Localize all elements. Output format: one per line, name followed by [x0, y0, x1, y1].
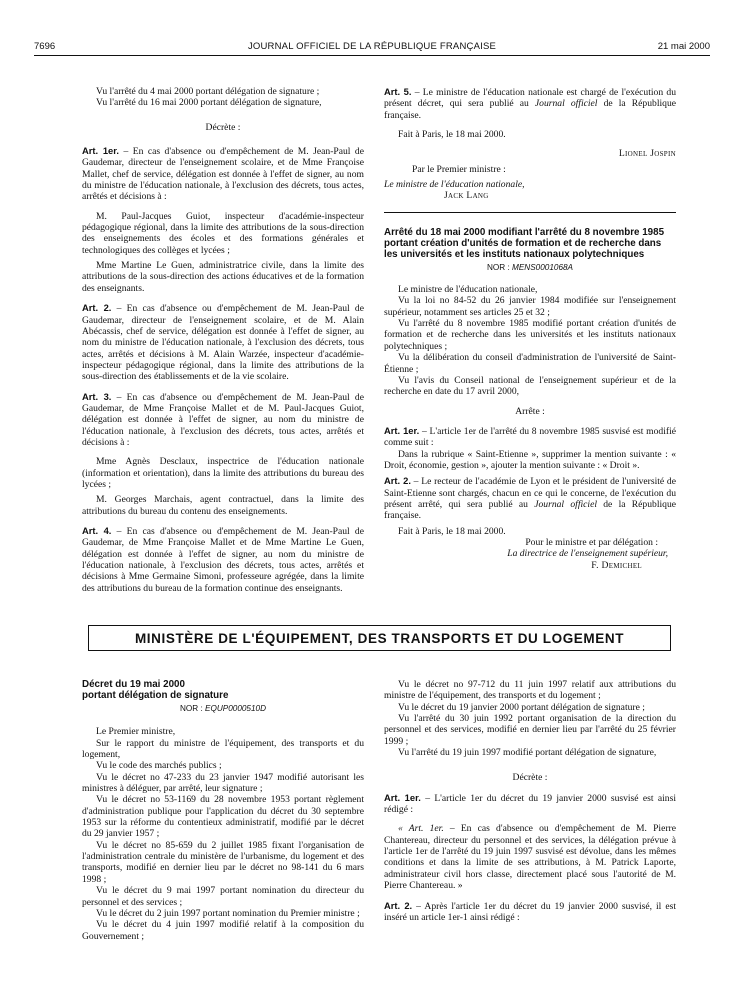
journal-title: JOURNAL OFFICIEL DE LA RÉPUBLIQUE FRANÇAISE	[247, 41, 497, 52]
paragraph: Vu le décret no 97-712 du 11 juin 1997 relatif aux attributions du ministre de l'équipement, des transports et du logement ;	[384, 679, 676, 702]
paragraph: Le Premier ministre,	[96, 726, 176, 738]
paragraph: Vu le décret du 9 mai 1997 portant nomination du directeur du personnel et des services ;	[82, 885, 364, 908]
fait-a-paris: Fait à Paris, le 18 mai 2000.	[398, 129, 506, 141]
paragraph: Vu l'avis du Conseil national de l'enseignement supérieur et de la recherche en date du 17 avril 2000,	[384, 374, 676, 398]
signature-lang: Jack Lang	[444, 190, 489, 202]
article-text: – En cas d'absence ou d'empêchement de M. Jean-Paul de Gaudemar, directeur de l'enseignement scolaire, et de Mme Françoise Mallet, chef de service, délégation est donnée à l'effet de signer, au nom du ministre de l'éducation nationale, à l'exclusion des décrets, tous actes, arrêtés et décisions à :	[82, 146, 364, 203]
ministry-banner-title: MINISTÈRE DE L'ÉQUIPEMENT, DES TRANSPORTS ET DU LOGEMENT	[134, 631, 625, 646]
decree-article-1	[384, 792, 676, 816]
quoted-article-label: « Art. 1er.	[398, 823, 444, 835]
article-text: – L'article 1er du décret du 19 janvier 2000 susvisé est ainsi rédigé :	[384, 792, 676, 816]
paragraph: Le ministre de l'éducation nationale,	[398, 284, 538, 296]
paragraph: Vu le décret du 19 janvier 2000 portant délégation de signature ;	[398, 701, 645, 713]
decree-title-line-2: portant délégation de signature	[82, 690, 229, 701]
nor-label: NOR :	[179, 704, 206, 713]
arrete-heading: Arrête :	[515, 405, 545, 417]
decree-article-2	[384, 900, 676, 924]
paragraph: Vu le code des marchés publics ;	[96, 760, 222, 772]
paragraph: M. Paul-Jacques Guiot, inspecteur d'académie-inspecteur pédagogique régional, dans la limite des attributions de la sous-direction des enseignements des écoles et des formations générales et technologiques des collèges et lycées ;	[82, 210, 364, 256]
article-4	[82, 525, 364, 594]
pour-le-ministre: Pour le ministre et par délégation :	[525, 536, 658, 548]
paragraph: Vu le décret no 47-233 du 23 janvier 1947 modifié autorisant les ministres à déléguer, par arrêté, leur signature ;	[82, 771, 364, 795]
paragraph: Vu le décret no 53-1169 du 28 novembre 1953 portant règlement d'administration publique pour l'application du décret du 30 septembre 1953 sur la réforme du contentieux administratif, modifié par le décret du 29 janvier 1957 ;	[82, 794, 364, 840]
decrete-heading: Décrète :	[512, 772, 548, 784]
nor-code: EQUP0000510D	[205, 704, 267, 713]
paragraph: Dans la rubrique « Saint-Etienne », supprimer la mention suivante : « Droit, économie, gestion », ajouter la mention suivante : « Droit ».	[384, 448, 676, 471]
paragraph: Mme Martine Le Guen, administratrice civile, dans la limite des attributions de la sous-direction des actions éducatives et de la formation des enseignants.	[82, 260, 364, 294]
arrete-article-2	[384, 475, 676, 521]
paragraph: Vu l'arrêté du 30 juin 1992 portant organisation de la direction du personnel et des services, modifié en dernier lieu par l'arrêté du 25 février 1999 ;	[384, 713, 676, 747]
directrice-title	[384, 548, 676, 559]
paragraph: Vu l'arrêté du 19 juin 1997 modifié portant délégation de signature,	[398, 747, 657, 759]
article-3	[82, 391, 364, 449]
paragraph: Vu l'arrêté du 4 mai 2000 portant délégation de signature ;	[96, 86, 320, 97]
nor-line	[384, 262, 676, 273]
article-text: – En cas d'absence ou d'empêchement de M. Jean-Paul de Gaudemar, directeur de l'enseignement scolaire, et de M. Alain Abécassis, chef de service, délégation est donnée à l'effet de signer, au nom du ministre de l'éducation nationale, à l'exclusion des décrets, tous actes, arrêtés et décisions à M. Alain Warzée, inspecteur d'académie-inspecteur pédagogique régional, dans la limite des attributions de la sous-direction des établissements et de la vie scolaire.	[82, 303, 364, 383]
journal-ref: Journal officiel	[534, 98, 598, 110]
column-2	[384, 86, 676, 571]
article-5	[384, 86, 676, 121]
article-2	[82, 302, 364, 382]
nor-line	[82, 703, 364, 714]
article-text: – Après l'article 1er du décret du 19 janvier 2000 susvisé, il est inséré un article 1er-1 ainsi rédigé :	[384, 900, 676, 923]
article-label: Art. 4.	[82, 525, 112, 536]
signature-demichel: F. Demichel	[591, 559, 642, 571]
paragraph: Vu la loi no 84-52 du 26 janvier 1984 modifiée sur l'enseignement supérieur, notamment ses articles 25 et 32 ;	[384, 295, 676, 318]
nor-label: NOR :	[486, 262, 513, 272]
article-text: de la République française.	[384, 498, 676, 522]
paragraph: Vu le décret du 4 juin 1997 modifié relatif à la composition du Gouvernement ;	[82, 919, 364, 942]
arrete-article-1	[384, 425, 676, 449]
paragraph: M. Georges Marchais, agent contractuel, dans la limite des attributions du bureau du contenu des enseignements.	[82, 494, 364, 517]
article-label: Art. 5.	[384, 86, 412, 97]
directrice-text: La directrice de l'enseignement supérieur,	[507, 548, 668, 560]
paragraph: Vu l'arrêté du 8 novembre 1985 modifié portant création d'unités de formation et de recherche dans les universités et les instituts nationaux polytechniques ;	[384, 318, 676, 352]
paragraph: Vu le décret du 2 juin 1997 portant nomination du Premier ministre ;	[96, 907, 360, 919]
column-1	[82, 86, 364, 594]
paragraph: Mme Agnès Desclaux, inspectrice de l'éducation nationale (information et orientation), dans la limite des attributions du bureau des lycées ;	[82, 456, 364, 490]
minister-title-text: Le ministre de l'éducation nationale,	[384, 179, 525, 191]
par-premier-ministre: Par le Premier ministre :	[412, 163, 506, 175]
quoted-article-text: – En cas d'absence ou d'empêchement de M. Pierre Chantereau, directeur du personnel et des services, la délégation prévue à l'article 1er de l'arrêté du 19 juin 1997 susvisé est dévolue, dans les mêmes conditions et dans la limite de ses attributions, à M. Patrick Laporte, administrateur civil hors classe, directement placé sous l'autorité de M. Pierre Chantereau. »	[384, 823, 676, 892]
quoted-article	[384, 823, 676, 891]
article-text: – En cas d'absence ou d'empêchement de M. Jean-Paul de Gaudemar, de Mme Françoise Mallet et de Mme Martine Le Guen, délégation est donnée à l'effet de signer, au nom du ministre de l'éducation nationale, à l'exclusion des décrets, tous actes, arrêtés et décisions à Mme Germaine Simoni, professeure agrégée, dans la limite des attributions du bureau de la formation continue des enseignants.	[82, 526, 364, 594]
arrete-title: Arrêté du 18 mai 2000 modifiant l'arrêté du 8 novembre 1985 portant création d'unités de formation et de recherche dans les universités et les instituts nationaux polytechniques	[384, 226, 665, 260]
article-label: Art. 1er.	[82, 145, 119, 157]
article-label: Art. 2.	[384, 475, 411, 487]
article-text: – Le ministre de l'éducation nationale est chargé de l'exécution du présent décret, qui sera publié au	[384, 87, 676, 110]
article-label: Art. 3.	[82, 390, 112, 402]
article-text: – En cas d'absence ou d'empêchement de M. Jean-Paul de Gaudemar, de Mme Françoise Mallet et de M. Paul-Jacques Guiot, délégation est donnée à l'effet de signer, au nom du ministre de l'éducation nationale, à l'exclusion des décrets, tous actes, arrêtés et décisions à :	[82, 391, 364, 448]
ministry-banner	[88, 625, 671, 651]
article-text: – L'article 1er de l'arrêté du 8 novembre 1985 susvisé est modifié comme suit :	[384, 425, 676, 449]
nor-code: MENS0001068A	[512, 262, 574, 272]
journal-ref: Journal officiel	[534, 498, 597, 510]
separator-rule	[384, 212, 676, 213]
page-number: 7696	[34, 41, 56, 52]
page-header	[34, 41, 710, 56]
article-label: Art. 2.	[384, 899, 413, 911]
article-text: de la République française.	[384, 98, 676, 121]
paragraph: Vu l'arrêté du 16 mai 2000 portant délégation de signature,	[96, 97, 322, 109]
paragraph: Sur le rapport du ministre de l'équipement, des transports et du logement,	[82, 737, 364, 761]
issue-date: 21 mai 2000	[657, 41, 710, 52]
paragraph: Vu le décret no 85-659 du 2 juillet 1985 fixant l'organisation de l'administration centrale du ministère de l'urbanisme, du logement et des transports, modifié en dernier lieu par le décret no 98-141 du 6 mars 1998 ;	[82, 839, 364, 885]
column-3	[82, 679, 364, 942]
article-label: Art. 1er.	[384, 791, 421, 803]
minister-title	[384, 179, 676, 190]
article-label: Art. 2.	[82, 302, 112, 314]
fait-a-paris: Fait à Paris, le 18 mai 2000.	[398, 525, 506, 537]
article-label: Art. 1er.	[384, 424, 420, 436]
decrete-heading: Décrète :	[205, 121, 241, 133]
column-4	[384, 679, 676, 923]
article-text: – Le recteur de l'académie de Lyon et le président de l'université de Saint-Etienne sont chargés, chacun en ce qui le concerne, de l'exécution du présent arrêté, qui sera publié au	[384, 476, 676, 510]
paragraph: Vu la délibération du conseil d'administration de l'université de Saint-Étienne ;	[384, 352, 676, 375]
decree-title-line-1: Décret du 19 mai 2000	[82, 679, 185, 690]
signature-jospin: Lionel Jospin	[618, 148, 676, 160]
article-1	[82, 145, 364, 203]
